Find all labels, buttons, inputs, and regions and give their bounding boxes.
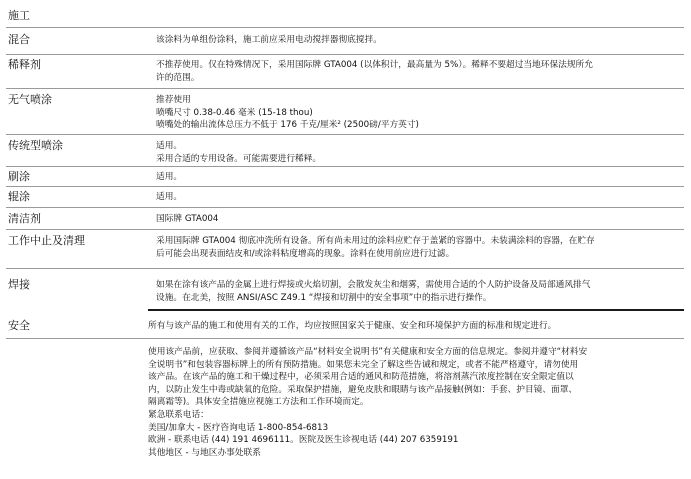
divider xyxy=(6,229,684,230)
content-line: 如果在涂有该产品的金属上进行焊接或火焰切割，会散发灰尘和烟雾，需使用合适的个人防护设备及局部通风排气 xyxy=(156,280,591,290)
section-content xyxy=(156,235,682,260)
section-label: 传统型喷涂 xyxy=(8,139,63,152)
safety-line: 内，以防止发生中毒或缺氧的危险。采取保护措施，避免皮肤和眼睛与该产品接触(例如：手套、护目镜、面罩、 xyxy=(148,384,578,395)
divider xyxy=(6,207,684,208)
section-content xyxy=(156,140,682,165)
content-line: 国际牌 GTA004 xyxy=(156,214,219,224)
content-line: 采用合适的专用设备。可能需要进行稀释。 xyxy=(156,153,322,164)
section-label: 刷涂 xyxy=(8,170,30,183)
emergency-contact-heading: 紧急联系电话： xyxy=(148,409,209,420)
divider xyxy=(6,338,684,339)
content-line: 适用。 xyxy=(156,192,183,202)
content-line: 后可能会出现表面结皮和/或涂料粘度增高的现象。涂料在使用前应进行过滤。 xyxy=(156,248,455,259)
content-line: 适用。 xyxy=(156,172,183,182)
section-label: 施工 xyxy=(8,9,30,22)
divider xyxy=(6,134,684,135)
content-line: 推荐使用 xyxy=(156,95,191,105)
section-content xyxy=(156,213,682,226)
divider xyxy=(6,27,684,28)
safety-line: 使用该产品前，应获取、参阅并遵循该产品“材料安全说明书”有关健康和安全方面的信息规定。参阅并遵守“材料安 xyxy=(148,347,588,357)
section-content xyxy=(156,171,682,184)
section-content xyxy=(156,94,682,132)
welding-box-bottom-rule xyxy=(148,309,684,311)
section-label: 焊接 xyxy=(8,278,30,291)
content-line: 采用国际牌 GTA004 彻底冲洗所有设备。所有尚未用过的涂料应贮存于盖紧的容器中。未装满涂料的容器，在贮存 xyxy=(156,236,595,246)
divider xyxy=(6,88,684,89)
section-label: 无气喷涂 xyxy=(8,93,52,106)
emergency-contact-us-canada: 美国/加拿大 - 医疗咨询电话 1-800-854-6813 xyxy=(148,422,329,433)
section-label: 工作中止及清理 xyxy=(8,234,85,247)
content-line: 喷嘴处的输出流体总压力不低于 176 千克/厘米² (2500磅/平方英寸) xyxy=(156,120,419,130)
section-content xyxy=(156,34,682,47)
content-line: 喷嘴尺寸 0.38-0.46 毫米 (15-18 thou) xyxy=(156,107,313,118)
emergency-contact-europe: 欧洲 - 联系电话 (44) 191 4696111。医院及医生诊视电话 (44) 207 6359191 xyxy=(148,435,459,446)
content-line: 适用。 xyxy=(156,141,183,151)
content-line: 不推荐使用。仅在特殊情况下，采用国际牌 GTA004 (以体积计，最高量为 5%）。稀释不要超过当地环保法规所允 xyxy=(156,60,593,70)
safety-intro xyxy=(148,320,684,333)
safety-line: 该产品。在该产品的施工和干燥过程中，必须采用合适的通风和防范措施，将溶剂蒸汽浓度控制在安全限定值以 xyxy=(148,372,574,383)
section-label: 清洁剂 xyxy=(8,212,41,225)
section-content xyxy=(156,59,682,84)
safety-line: 隔离霜等)。具体安全措施应视施工方法和工作环境而定。 xyxy=(148,397,369,408)
safety-line: 全说明书”和包装容器标牌上的所有预防措施。如果您未完全了解这些告诫和规定，或者不能严格遵守，请勿使用 xyxy=(148,359,579,370)
content-line: 该涂料为单组份涂料，施工前应采用电动搅拌器彻底搅拌。 xyxy=(156,35,382,45)
safety-body xyxy=(148,346,684,459)
divider xyxy=(6,54,684,55)
section-content xyxy=(156,191,682,204)
divider xyxy=(6,166,684,167)
safety-intro-line: 所有与该产品的施工和使用有关的工作，均应按照国家关于健康、安全和环境保护方面的标准和规定进行。 xyxy=(148,321,557,331)
section-label: 混合 xyxy=(8,33,30,46)
divider xyxy=(6,186,684,187)
section-label: 安全 xyxy=(8,319,30,332)
content-line: 许的范围。 xyxy=(156,72,200,83)
emergency-contact-other: 其他地区 - 与地区办事处联系 xyxy=(148,447,261,458)
section-content xyxy=(156,279,682,304)
section-label: 辊涂 xyxy=(8,190,30,203)
section-label: 稀释剂 xyxy=(8,58,41,71)
divider xyxy=(6,268,684,269)
content-line: 设施。在北美，按照 ANSI/ASC Z49.1 “焊接和切割中的安全事项”中的指示进行操作。 xyxy=(156,292,492,303)
